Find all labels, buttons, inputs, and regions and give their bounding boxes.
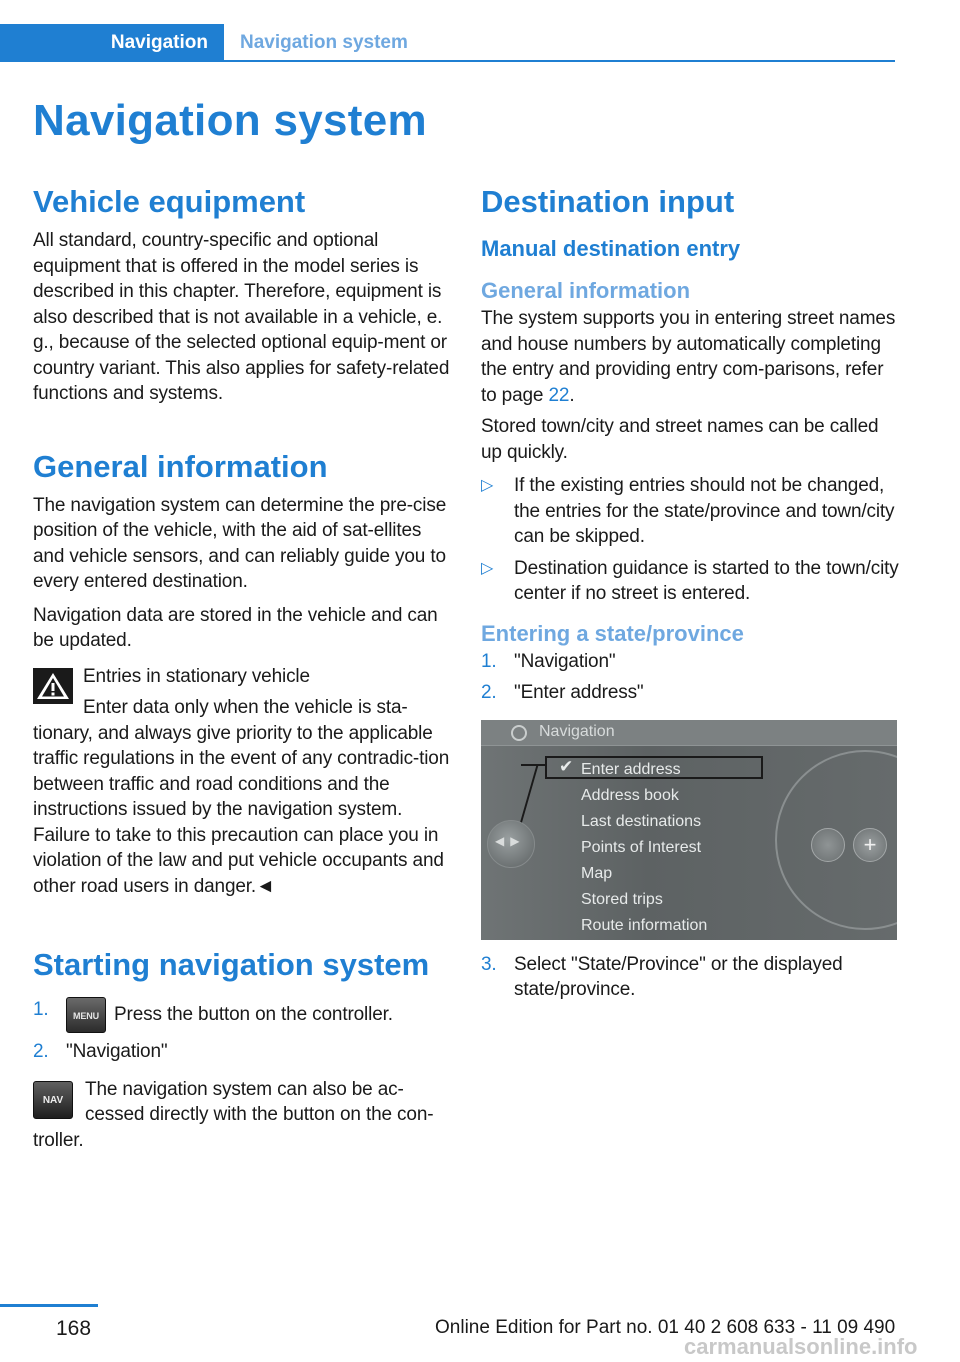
state-steps xyxy=(481,649,899,706)
check-icon: ✔ xyxy=(559,756,574,776)
bullet-triangle-icon: ▷ xyxy=(481,559,494,577)
general-information-heading: General information xyxy=(33,448,328,484)
starting-heading: Starting navigation system xyxy=(33,947,430,982)
page-header xyxy=(0,24,895,62)
bullet-text: If the existing entries should not be changed, the entries for the state/province and town/city can be skipped. xyxy=(514,475,895,547)
navigation-icon xyxy=(511,725,527,741)
chapter-tab[interactable]: Navigation xyxy=(0,24,224,62)
general-info-p1-end: . xyxy=(569,384,575,406)
bullet-text: Destination guidance is started to the town/city center if no street is entered. xyxy=(514,557,899,604)
menu-item-stored-trips[interactable]: Stored trips xyxy=(581,890,663,908)
menu-item-map[interactable]: Map xyxy=(581,864,613,882)
zoom-plus-icon: + xyxy=(853,828,887,862)
map-view-icon xyxy=(811,828,845,862)
state-heading: Entering a state/province xyxy=(481,620,744,646)
left-column xyxy=(33,182,451,1153)
vehicle-equipment-heading: Vehicle equipment xyxy=(33,184,306,219)
list-item xyxy=(33,1039,451,1065)
page-title: Navigation system xyxy=(33,96,427,145)
warning-block xyxy=(33,664,451,900)
section-tab[interactable]: Navigation system xyxy=(240,32,408,53)
general-bullets xyxy=(481,473,899,607)
right-column xyxy=(481,182,899,1003)
step-text: "Enter address" xyxy=(514,682,644,703)
page-link[interactable]: 22 xyxy=(548,384,570,406)
screen-menu-list xyxy=(581,757,707,939)
destination-input-heading: Destination input xyxy=(481,184,735,219)
watermark: carmanualsonline.info xyxy=(684,1334,918,1359)
starting-steps xyxy=(33,997,451,1065)
general-info-p1 xyxy=(481,306,899,408)
manual-entry-heading: Manual destination entry xyxy=(481,236,741,261)
list-item xyxy=(481,473,899,550)
warning-text-b: tionary, and always give priority to the applicable traffic regulations in the event of any contradic-tion between traffic and road conditions and the instructions issued by the navigation system. Failure to take to this precaution can place you in violation of the law and put vehicle occupants and other road users in danger.◄ xyxy=(33,722,450,897)
nav-note-text: The navigation system can also be ac-cessed directly with the button on the con-troller. xyxy=(33,1078,434,1151)
footer-rule xyxy=(0,1304,98,1307)
step-number: 2. xyxy=(481,682,497,703)
step-number: 3. xyxy=(481,953,497,975)
step-number: 2. xyxy=(33,1041,49,1062)
edition-text: Online Edition for Part no. 01 40 2 608 633 - 11 09 490 xyxy=(435,1317,896,1338)
general-info-p2: Stored town/city and street names can be called up quickly. xyxy=(481,416,879,463)
warning-title: Entries in stationary vehicle xyxy=(83,665,310,687)
step-text: "Navigation" xyxy=(66,1041,168,1062)
general-info-subheading: General information xyxy=(481,278,691,303)
step-text: "Navigation" xyxy=(514,650,616,672)
menu-item-address-book[interactable]: Address book xyxy=(581,786,679,804)
screen-title: Navigation xyxy=(539,722,615,740)
vehicle-equipment-text: All standard, country-specific and optional equipment that is offered in the model series is described in this chapter. Therefore, equipment is also described that is not available in a vehicle, e. g., because of the selected optional equip-ment or country variant. This also applies for safety-related functions and systems. xyxy=(33,230,450,404)
step-number: 1. xyxy=(481,650,497,672)
menu-item-last-destinations[interactable]: Last destinations xyxy=(581,812,702,830)
menu-item-route-information[interactable]: Route information xyxy=(581,916,708,934)
pointer-line xyxy=(521,764,547,766)
page-number: 168 xyxy=(56,1317,92,1340)
state-step3 xyxy=(481,952,899,1003)
list-item xyxy=(33,997,451,1033)
warning-text-a: Enter data only when the vehicle is sta- xyxy=(83,697,408,718)
pointer-line xyxy=(519,766,538,826)
list-item xyxy=(481,556,899,607)
step-text: Press the button on the controller. xyxy=(114,1004,393,1026)
general-information-p2: Navigation data are stored in the vehicle and can be updated. xyxy=(33,604,438,651)
general-information-p1: The navigation system can determine the pre-cise position of the vehicle, with the aid of sat-ellites and vehicle sensors, and can reliably guide you to every entered destination. xyxy=(33,494,447,592)
bullet-triangle-icon: ▷ xyxy=(481,477,494,494)
nav-note xyxy=(33,1077,451,1154)
step-text: Select "State/Province" or the displayed state/province. xyxy=(514,953,843,1000)
nav-button-image: NAV xyxy=(33,1081,73,1119)
menu-button-image: MENU xyxy=(66,997,106,1033)
general-info-p1-text: The system supports you in entering street names and house numbers by automatically completing the entry and providing entry com-parisons, refer to page xyxy=(481,308,896,406)
left-right-arrows-icon: ◀▶ xyxy=(495,833,526,848)
navigation-menu-screenshot xyxy=(481,720,897,940)
menu-item-enter-address[interactable]: Enter address xyxy=(581,760,681,778)
menu-item-points-of-interest[interactable]: Points of Interest xyxy=(581,838,702,856)
list-item xyxy=(481,680,899,706)
list-item xyxy=(481,952,899,1003)
header-rule xyxy=(224,60,895,62)
step-number: 1. xyxy=(33,999,49,1020)
list-item xyxy=(481,649,899,675)
warning-icon xyxy=(33,668,73,704)
